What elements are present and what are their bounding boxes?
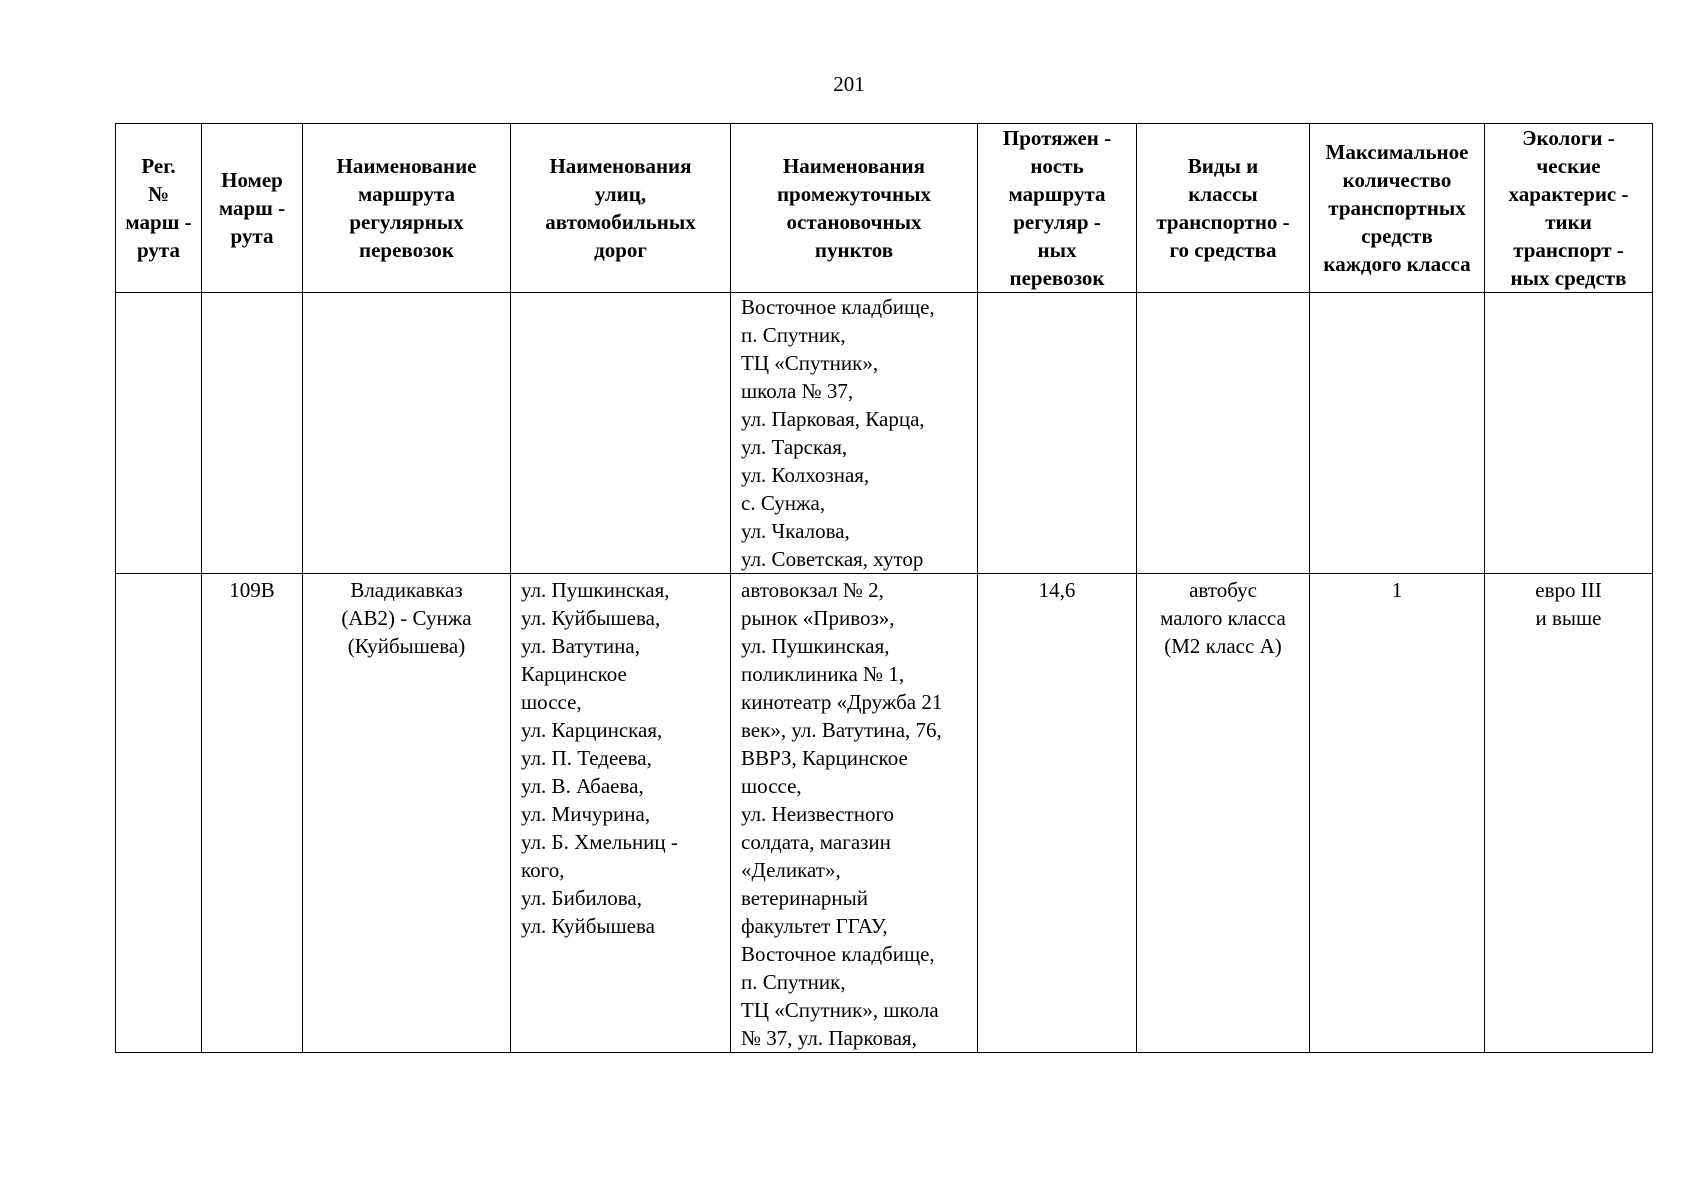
list-item: № 37, ул. Парковая,: [741, 1026, 917, 1050]
header-reg-number: Рег. № марш - рута: [116, 124, 202, 293]
cell-stops: [731, 293, 978, 574]
list-item: автовокзал № 2,: [741, 578, 884, 602]
list-item: ул. П. Тедеева,: [521, 746, 652, 770]
header-vehicle-type: Виды и классы транспортно - го средства: [1137, 124, 1310, 293]
list-item: ул. В. Абаева,: [521, 774, 644, 798]
table-row-route-109v: [116, 574, 1653, 1053]
list-item: ул. Ватутина,: [521, 634, 640, 658]
list-item: п. Спутник,: [741, 323, 846, 347]
cell-route-name: [303, 293, 511, 574]
list-item: ул. Тарская,: [741, 435, 848, 459]
list-item: ул. Куйбышева,: [521, 606, 661, 630]
list-item: шоссе,: [521, 690, 582, 714]
header-max-count: Максимальное количество транспортных средств каждого класса: [1310, 124, 1485, 293]
cell-max-count: 1: [1310, 574, 1485, 1053]
streets-list: [511, 574, 730, 940]
list-item: ул. Б. Хмельниц -: [521, 830, 678, 854]
list-item: факультет ГГАУ,: [741, 914, 888, 938]
list-item: век», ул. Ватутина, 76,: [741, 718, 942, 742]
list-item: ул. Парковая, Карца,: [741, 407, 925, 431]
list-item: ул. Пушкинская,: [741, 634, 890, 658]
list-item: п. Спутник,: [741, 970, 846, 994]
list-item: ул. Колхозная,: [741, 463, 870, 487]
list-item: «Деликат»,: [741, 858, 841, 882]
list-item: ул. Карцинская,: [521, 718, 663, 742]
list-item: Карцинское: [521, 662, 627, 686]
list-item: ул. Чкалова,: [741, 519, 850, 543]
list-item: Восточное кладбище,: [741, 942, 935, 966]
list-item: ул. Куйбышева: [521, 914, 655, 938]
list-item: школа № 37,: [741, 379, 854, 403]
list-item: шоссе,: [741, 774, 802, 798]
header-length: Протяжен - ность маршрута регуляр - ных перевозок: [978, 124, 1137, 293]
list-item: ул. Неизвестного: [741, 802, 895, 826]
routes-table: [115, 123, 1653, 1053]
list-item: ветеринарный: [741, 886, 868, 910]
stops-list: [731, 293, 977, 573]
cell-eco-class: евро III и выше: [1485, 574, 1653, 1053]
list-item: ул. Советская, хутор: [741, 547, 924, 571]
list-item: солдата, магазин: [741, 830, 891, 854]
table-row-continuation: [116, 293, 1653, 574]
page-number: 201: [833, 72, 865, 96]
cell-length: [978, 293, 1137, 574]
stops-list: [731, 574, 977, 1052]
header-row: [116, 124, 1653, 293]
cell-streets: [511, 574, 731, 1053]
cell-route-number: [202, 293, 303, 574]
cell-stops: [731, 574, 978, 1053]
cell-route-name: Владикавказ (АВ2) - Сунжа (Куйбышева): [303, 574, 511, 1053]
cell-route-number: 109В: [202, 574, 303, 1053]
cell-eco-class: [1485, 293, 1653, 574]
header-route-name: Наименование маршрута регулярных перевозок: [303, 124, 511, 293]
header-stops: Наименования промежуточных остановочных пунктов: [731, 124, 978, 293]
list-item: рынок «Привоз»,: [741, 606, 895, 630]
header-eco-class: Экологи - ческие характерис - тики транспорт - ных средств: [1485, 124, 1653, 293]
list-item: поликлиника № 1,: [741, 662, 905, 686]
header-route-number: Номер марш - рута: [202, 124, 303, 293]
cell-reg-number: [116, 293, 202, 574]
cell-reg-number: [116, 574, 202, 1053]
cell-length: 14,6: [978, 574, 1137, 1053]
list-item: ул. Мичурина,: [521, 802, 651, 826]
cell-streets: [511, 293, 731, 574]
list-item: ул. Пушкинская,: [521, 578, 670, 602]
cell-max-count: [1310, 293, 1485, 574]
list-item: кого,: [521, 858, 565, 882]
list-item: кинотеатр «Дружба 21: [741, 690, 943, 714]
cell-vehicle-type: автобус малого класса (М2 класс А): [1137, 574, 1310, 1053]
list-item: ТЦ «Спутник», школа: [741, 998, 939, 1022]
cell-vehicle-type: [1137, 293, 1310, 574]
list-item: ТЦ «Спутник»,: [741, 351, 879, 375]
list-item: ул. Бибилова,: [521, 886, 642, 910]
list-item: Восточное кладбище,: [741, 295, 935, 319]
list-item: с. Сунжа,: [741, 491, 826, 515]
header-streets: Наименования улиц, автомобильных дорог: [511, 124, 731, 293]
list-item: ВВРЗ, Карцинское: [741, 746, 908, 770]
